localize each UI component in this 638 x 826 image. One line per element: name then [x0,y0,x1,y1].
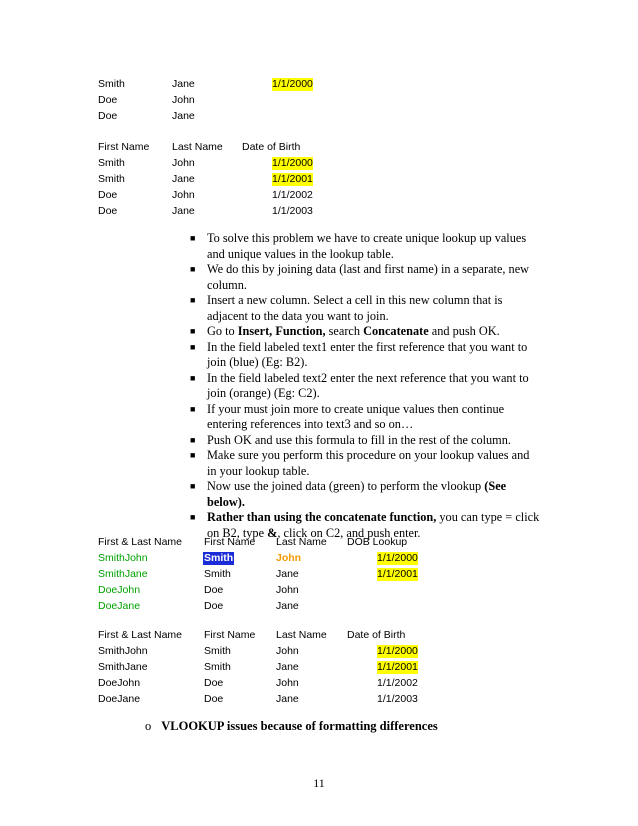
bullet-icon: ■ [190,295,196,305]
table-cell: Doe [204,677,224,689]
table-cell: Smith [98,173,125,185]
table-cell: Jane [276,693,299,705]
bullet-icon: ■ [190,372,196,383]
list-item [190,402,540,433]
table-cell: Smith [204,645,231,657]
table-cell: 1/1/2003 [377,693,418,705]
table-cell-highlight: 1/1/2001 [377,568,418,580]
table-header: Date of Birth [347,629,406,641]
table-cell: Doe [204,693,224,705]
list-item [190,448,540,479]
bullet-icon: ■ [190,434,196,445]
table-header: First Name [204,536,256,548]
list-item-bold: & [267,525,278,540]
table-header: Date of Birth [242,141,301,153]
list-item-text: and push OK. [428,324,500,338]
subheading-text: VLOOKUP issues because of formatting differences [161,719,438,733]
list-item-text: Push OK and use this formula to fill in the rest of the column. [207,432,511,447]
table-cell: DoeJohn [98,677,141,689]
table-cell-joined: DoeJohn [98,584,141,596]
table-cell: Doe [98,205,118,217]
table-header: Last Name [276,536,327,548]
table-header: First & Last Name [98,629,183,641]
table-cell: Smith [98,78,125,90]
table-cell-highlight: 1/1/2000 [272,157,313,169]
table-cell: Doe [204,600,224,612]
bullet-icon: ■ [190,233,196,243]
bullet-icon: ■ [190,512,196,522]
list-item-text: , click on C2, and push enter. [277,525,421,540]
table-cell: Doe [98,189,118,201]
table-cell: Jane [276,600,299,612]
bullet-icon: ■ [190,264,196,274]
table-cell: John [276,584,299,596]
list-item-bold: (See below). [207,479,507,509]
table-cell-highlight: 1/1/2001 [377,661,418,673]
bullet-icon: ■ [190,326,196,336]
table-cell: Jane [276,568,299,580]
list-item [190,262,540,293]
table-cell: Doe [204,584,224,596]
list-item [190,324,540,340]
table-cell: John [276,645,299,657]
list-item [190,340,540,371]
list-item-text: We do this by joining data (last and first name) in a separate, new column. [207,262,530,292]
circle-bullet-icon: o [145,719,152,733]
subheading [145,719,438,734]
table-cell: John [172,157,195,169]
table-cell-orange: John [276,552,302,564]
table-cell: SmithJane [98,661,148,673]
list-item-text: you can type = click on B2, type [207,510,540,540]
table-cell: Jane [172,205,195,217]
table-cell: Doe [98,110,118,122]
table-cell-joined: DoeJane [98,600,141,612]
table-cell-selected: Smith [204,552,234,564]
table-cell-joined: SmithJohn [98,552,148,564]
table-cell: Doe [98,94,118,106]
table-cell: Smith [98,157,125,169]
table-cell: Smith [204,568,231,580]
list-item-text: In the field labeled text2 enter the next reference that you want to join (orange) (Eg: C2). [207,370,529,400]
list-item [190,433,540,449]
list-item [190,231,540,262]
list-item-text: If your must join more to create unique values then continue entering references into text3 and so on… [207,401,505,431]
list-item [190,371,540,402]
bullet-icon: ■ [190,481,196,491]
table-cell-joined: SmithJane [98,568,148,580]
table-header: First Name [204,629,256,641]
table-cell: John [172,189,195,201]
list-item [190,293,540,324]
table-cell: 1/1/2002 [377,677,418,689]
table-cell-highlight: 1/1/2001 [272,173,313,185]
list-item-text: Now use the joined data (green) to perform the vlookup [207,479,485,493]
bullet-icon: ■ [190,341,196,352]
table-cell-highlight: 1/1/2000 [272,78,313,90]
table-cell: John [276,677,299,689]
list-item-bold: Rather than using the concatenate function, [207,510,437,524]
table-cell: John [172,94,195,106]
table-cell: 1/1/2003 [272,205,313,217]
table-cell-highlight: 1/1/2000 [377,552,418,564]
table-cell: Smith [204,661,231,673]
table-cell-highlight: 1/1/2000 [377,645,418,657]
table-cell: DoeJane [98,693,141,705]
list-item-text: To solve this problem we have to create unique lookup up values and unique values in the lookup table. [207,231,527,261]
table-header: First & Last Name [98,536,183,548]
table-cell: Jane [172,110,195,122]
table-header: Last Name [172,141,223,153]
table-cell: Jane [172,173,195,185]
list-item-text: Insert a new column. Select a cell in this new column that is adjacent to the data you want to join. [207,293,503,323]
list-item-text: Make sure you perform this procedure on your lookup values and in your lookup table. [207,448,530,478]
table-header: DOB Lookup [347,536,408,548]
list-item-bold: Concatenate [363,324,429,338]
table-cell: 1/1/2002 [272,189,313,201]
list-item-text: In the field labeled text1 enter the first reference that you want to join (blue) (Eg: B2). [207,339,528,369]
table-header: Last Name [276,629,327,641]
bullet-icon: ■ [190,450,196,460]
list-item-text: Go to [207,324,238,338]
table-header: First Name [98,141,150,153]
table-cell: Jane [172,78,195,90]
table-cell: SmithJohn [98,645,148,657]
bullet-icon: ■ [190,403,196,414]
list-item-text: search [325,324,364,338]
table-cell: Jane [276,661,299,673]
page-number: 11 [313,776,325,790]
list-item [190,479,540,510]
instruction-list [190,231,540,541]
list-item-bold: Insert, Function, [237,324,326,338]
